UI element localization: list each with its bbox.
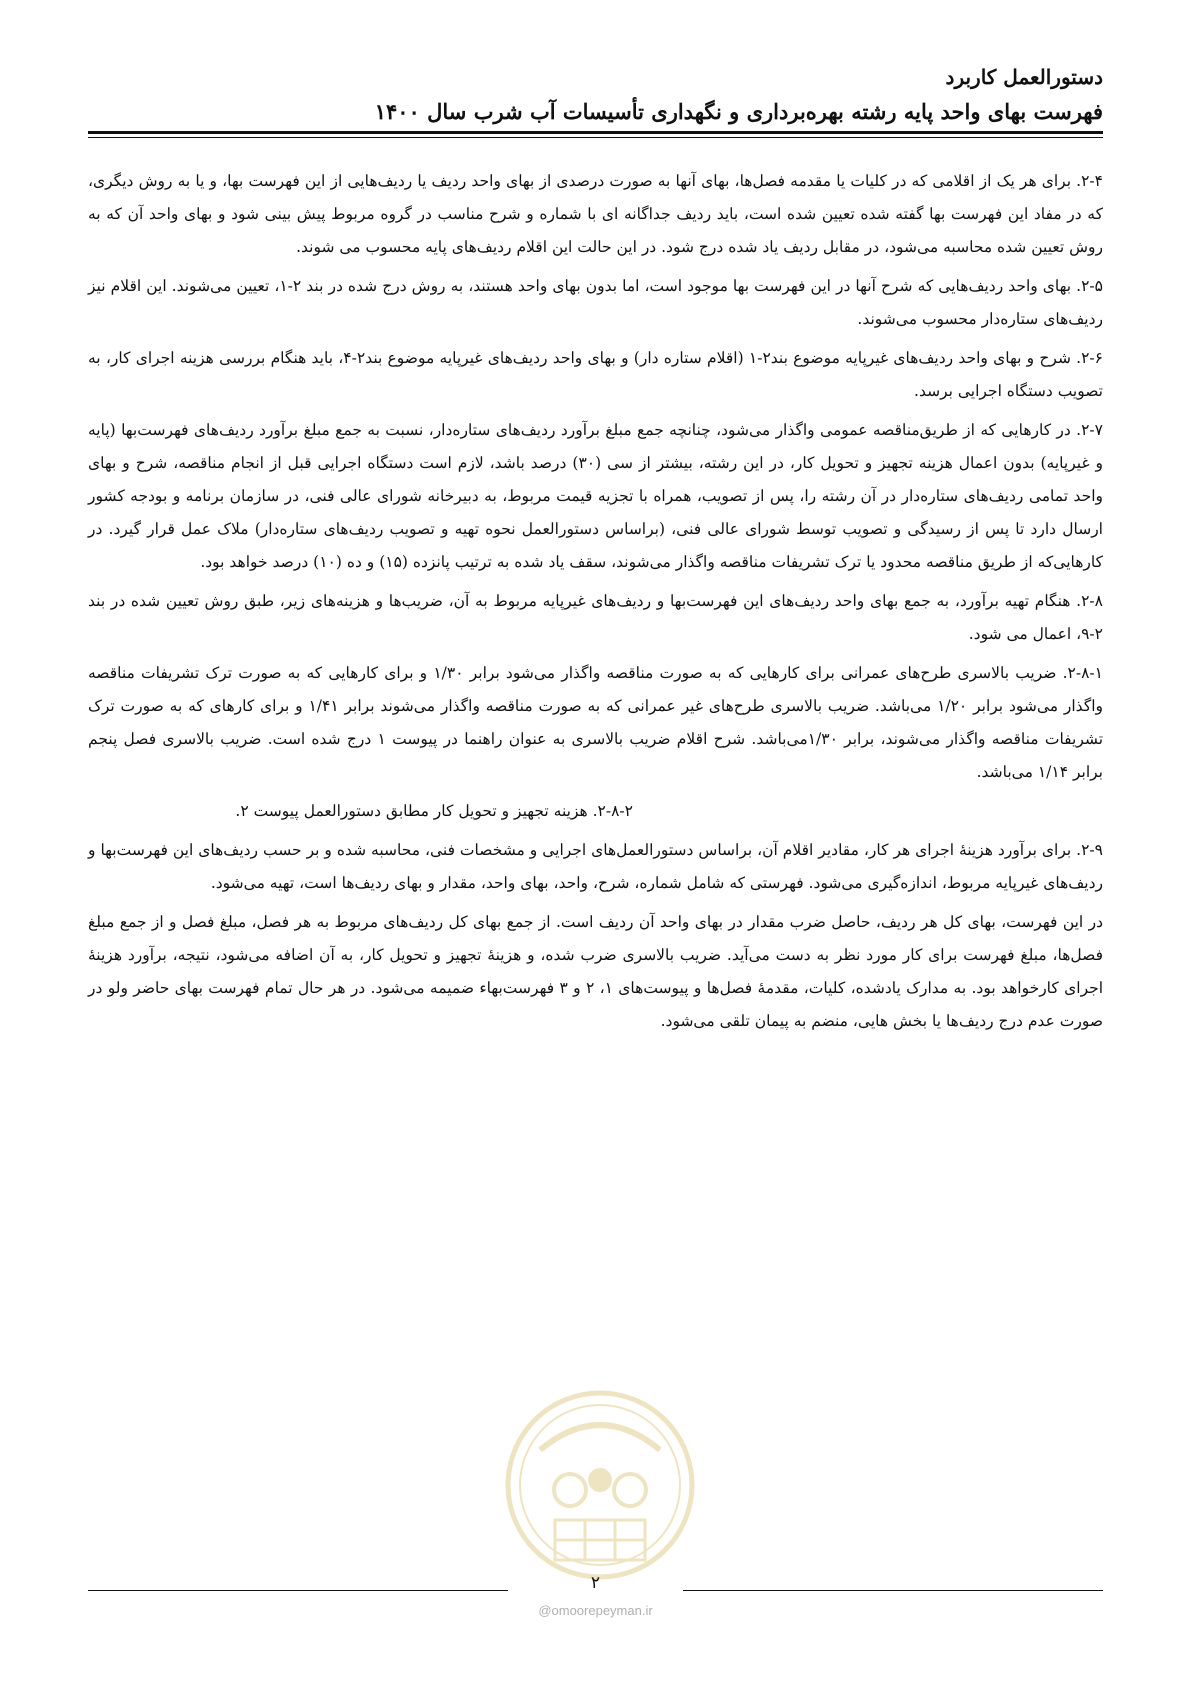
seal-icon (500, 1380, 700, 1590)
page-number: ۲ (590, 1573, 601, 1593)
paragraph-2-9: ۲-۹. برای برآورد هزینهٔ اجرای هر کار، مقادیر اقلام آن، براساس دستورالعمل‌های اجرایی و مشخصات فنی، محاسبه شده و بر حسب ردیف‌های این فهرست‌بها و ردیف‌های غیرپایه مربوط، اندازه‌گیری می‌شود. فهرستی که شامل شماره، شرح، واحد، بهای واحد، مقدار و بهای ردیف‌ها است، تهیه می‌شود. (88, 841, 1103, 892)
website-watermark: @omoorepeyman.ir (538, 1603, 653, 1618)
paragraph-2-8-2: ۲-۸-۲. هزینه تجهیز و تحویل کار مطابق دستورالعمل پیوست ۲. (235, 802, 633, 820)
paragraph-2-8: ۲-۸. هنگام تهیه برآورد، به جمع بهای واحد ردیف‌های این فهرست‌بها و ردیف‌های غیرپایه مربوط به آن، ضریب‌ها و هزینه‌های زیر، طبق روش تعیین شده در بند ۲-۹، اعمال می شود. (88, 592, 1103, 643)
document-body (88, 165, 1103, 1044)
page-header (88, 60, 1103, 130)
paragraph-2-5: ۲-۵. بهای واحد ردیف‌هایی که شرح آنها در این فهرست بها موجود است، اما بدون بهای واحد هستند، به روش درج شده در بند ۲-۱، تعیین می‌شوند. این اقلام نیز ردیف‌های ستاره‌دار محسوب می‌شوند. (88, 277, 1103, 328)
document-type-title: دستورالعمل کاربرد (945, 65, 1103, 89)
paragraph-estimate-summary: در این فهرست، بهای کل هر ردیف، حاصل ضرب مقدار در بهای واحد آن ردیف است. از جمع بهای کل ردیف‌های مربوط به هر فصل، مبلغ فصل و از جمع مبلغ فصل‌ها، مبلغ فهرست برای کار مورد نظر به دست می‌آید. ضریب بالاسری ضرب شده، و هزینهٔ تجهیز و تحویل کار، به آن اضافه می‌شود، نتیجه، برآورد هزینهٔ اجرای کارخواهد بود. به مدارک یادشده، کلیات، مقدمهٔ فصل‌ها و پیوست‌های ۱، ۲ و ۳ فهرست‌بهاء ضمیمه می‌شود. در هر حال تمام فهرست بهای حاضر ولو در صورت عدم درج ردیف‌ها یا بخش هایی، منضم به پیمان تلقی می‌شود. (88, 913, 1104, 1030)
document-main-title: فهرست بهای واحد پایه رشته بهره‌برداری و نگهداری تأسیسات آب شرب سال ۱۴۰۰ (374, 99, 1103, 124)
paragraph-2-8-1: ۲-۸-۱. ضریب بالاسری طرح‌های عمرانی برای کارهایی که به صورت مناقصه واگذار می‌شود برابر ۱/۳۰ و برای کارهایی که به صورت ترک تشریفات مناقصه واگذار می‌شود برابر ۱/۲۰ می‌باشد. ضریب بالاسری طرح‌های غیر عمرانی که به صورت مناقصه واگذار می‌شوند برابر ۱/۴۱ و برای کارهای که به صورت ترک تشریفات مناقصه واگذار می‌شوند، برابر ۱/۳۰می‌باشد. شرح اقلام ضریب بالاسری به عنوان راهنما در پیوست ۱ درج شده است. ضریب بالاسری فصل پنجم برابر ۱/۱۴ می‌باشد. (88, 664, 1104, 781)
header-divider-thick (88, 131, 1103, 134)
paragraph-2-6: ۲-۶. شرح و بهای واحد ردیف‌های غیرپایه موضوع بند۲-۱ (اقلام ستاره دار) و بهای واحد ردیف‌های غیرپایه موضوع بند۲-۴، باید هنگام بررسی هزینه اجرای کار، به تصویب دستگاه اجرایی برسد. (88, 349, 1103, 400)
paragraph-2-4: ۲-۴. برای هر یک از اقلامی که در کلیات یا مقدمه فصل‌ها، بهای آنها به صورت درصدی از بهای واحد ردیف یا ردیف‌هایی از این فهرست بها، و یا به روش دیگری، که در مفاد این فهرست بها گفته شده تعیین شده است، باید ردیف جداگانه ای با شماره و شرح مناسب در گروه مربوط پیش بینی شود و بهای واحد آن که به روش تعیین شده محاسبه می‌شود، در مقابل ردیف یاد شده درج شود. در این حالت این اقلام ردیف‌های پایه محسوب می شوند. (88, 172, 1103, 256)
header-divider-thin (88, 137, 1103, 138)
paragraph-2-7: ۲-۷. در کارهایی که از طریق‌مناقصه عمومی واگذار می‌شود، چنانچه جمع مبلغ برآورد ردیف‌های ستاره‌دار، نسبت به جمع مبلغ برآورد ردیف‌های فهرست‌بها (پایه و غیرپایه) بدون اعمال هزینه تجهیز و تحویل کار، در این رشته، بیشتر از سی (۳۰) درصد باشد، لازم است دستگاه اجرایی قبل از انجام مناقصه، شرح و بهای واحد تمامی ردیف‌های ستاره‌دار در آن رشته را، پس از تصویب، همراه با تجزیه قیمت مربوط، به دبیرخانه شورای عالی فنی، در سازمان برنامه و بودجه کشور ارسال دارد تا پس از رسیدگی و تصویب توسط شورای عالی فنی، (براساس دستورالعمل نحوه تهیه و تصویب ردیف‌های ستاره‌دار) ملاک عمل قرار گیرد. در کارهایی‌که از طریق مناقصه محدود یا ترک تشریفات مناقصه واگذار می‌شوند، سقف یاد شده به ترتیب پانزده (۱۵) و ده (۱۰) درصد خواهد بود. (88, 421, 1103, 571)
